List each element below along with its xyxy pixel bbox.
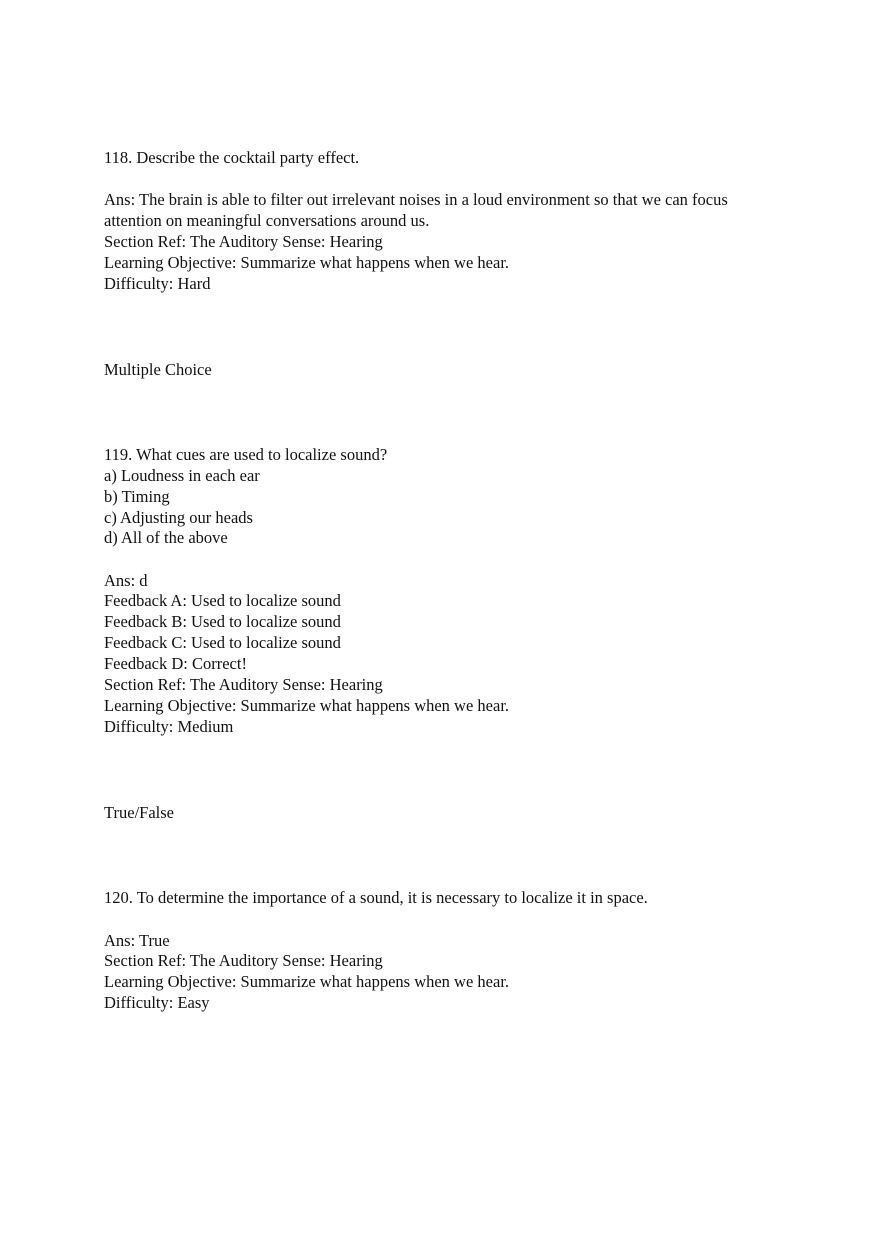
feedback-d: Feedback D: Correct! <box>104 654 247 673</box>
section-ref-120: Section Ref: The Auditory Sense: Hearing <box>104 951 383 970</box>
question-120: 120. To determine the importance of a sound, it is necessary to localize it in space. <box>104 888 648 907</box>
learning-objective-119: Learning Objective: Summarize what happens when we hear. <box>104 696 510 715</box>
question-118: 118. Describe the cocktail party effect. <box>104 148 360 167</box>
feedback-a: Feedback A: Used to localize sound <box>104 591 341 610</box>
answer-118-line2: attention on meaningful conversations around us. <box>104 211 430 230</box>
option-c: c) Adjusting our heads <box>104 508 253 527</box>
option-d: d) All of the above <box>104 528 228 547</box>
answer-120: Ans: True <box>104 931 170 950</box>
difficulty-119: Difficulty: Medium <box>104 717 234 736</box>
section-ref-118: Section Ref: The Auditory Sense: Hearing <box>104 232 383 251</box>
section-heading-multiple-choice: Multiple Choice <box>104 360 212 379</box>
option-a: a) Loudness in each ear <box>104 466 260 485</box>
section-heading-true-false: True/False <box>104 803 174 822</box>
feedback-c: Feedback C: Used to localize sound <box>104 633 341 652</box>
difficulty-118: Difficulty: Hard <box>104 274 211 293</box>
answer-119: Ans: d <box>104 571 148 590</box>
answer-118-line1: Ans: The brain is able to filter out irrelevant noises in a loud environment so that we can focus <box>104 190 728 209</box>
question-119: 119. What cues are used to localize sound? <box>104 445 388 464</box>
learning-objective-118: Learning Objective: Summarize what happens when we hear. <box>104 253 510 272</box>
learning-objective-120: Learning Objective: Summarize what happens when we hear. <box>104 972 510 991</box>
option-b: b) Timing <box>104 487 170 506</box>
difficulty-120: Difficulty: Easy <box>104 993 210 1012</box>
section-ref-119: Section Ref: The Auditory Sense: Hearing <box>104 675 383 694</box>
feedback-b: Feedback B: Used to localize sound <box>104 612 341 631</box>
